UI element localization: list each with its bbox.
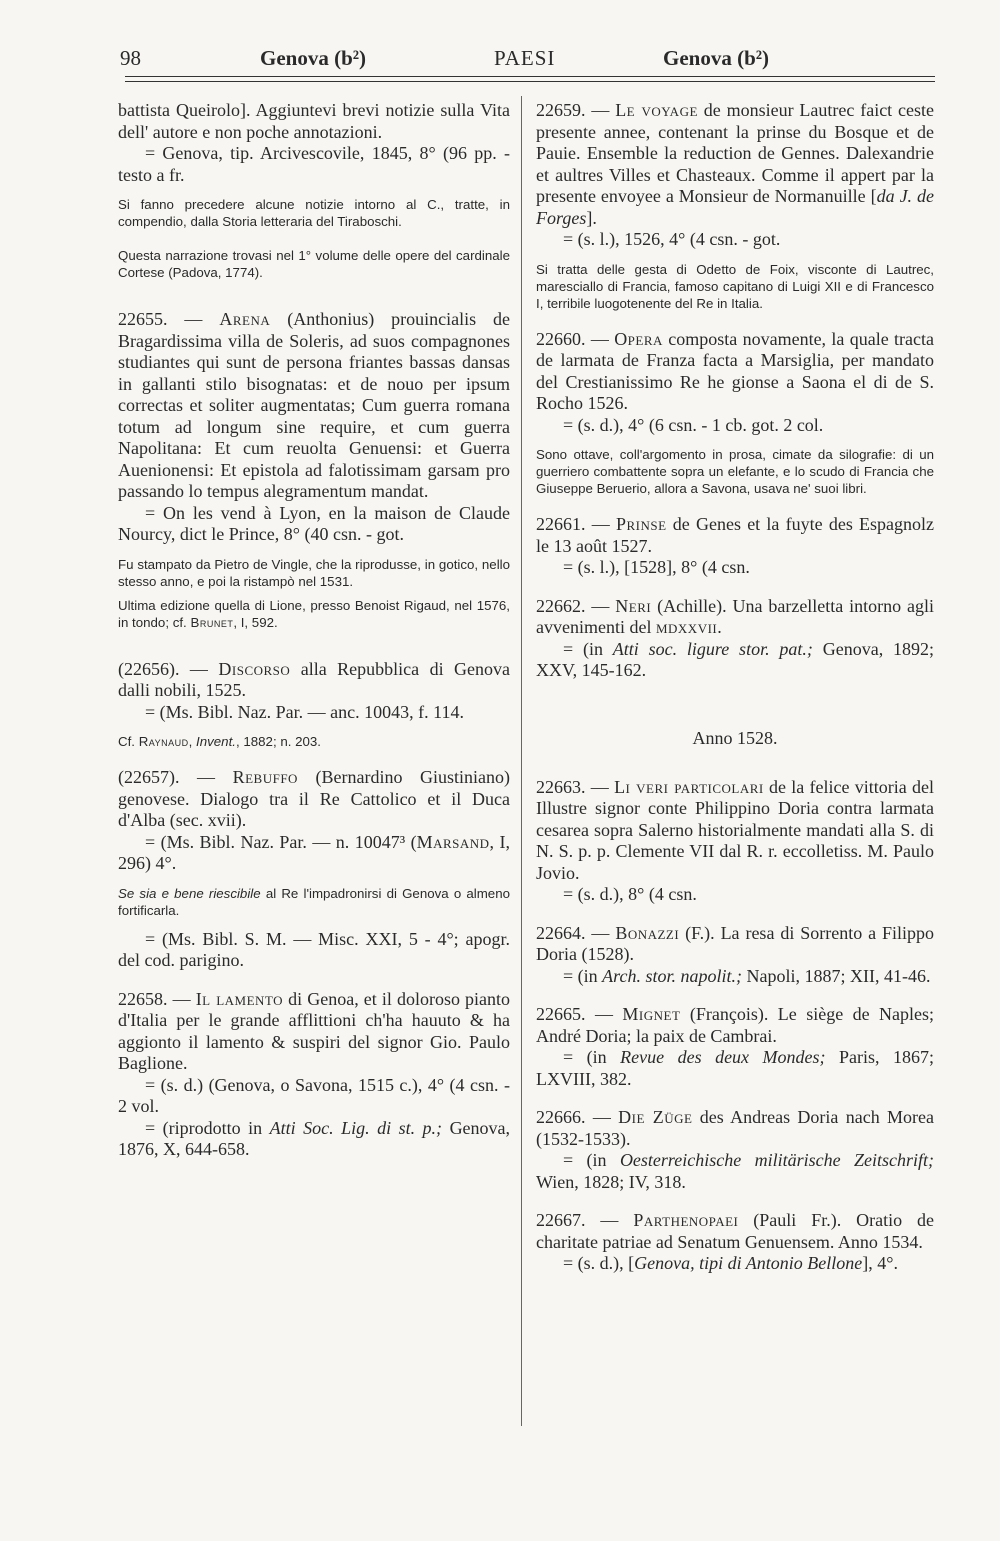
- entry-22663: [536, 777, 934, 906]
- entry-22657: [118, 767, 510, 972]
- entry-22659: [536, 100, 934, 312]
- work-reference: Atti Soc. Lig. di st. p.;: [269, 1117, 443, 1138]
- left-column: [118, 100, 510, 1161]
- entry-number: 22667. —: [536, 1210, 619, 1230]
- entry-note: Cf.: [118, 734, 135, 749]
- entry-imprint: = (in: [563, 965, 598, 986]
- entry-note-italic: Se sia e bene riescibile: [118, 885, 261, 901]
- entry-imprint: = (s. l.), 1526, 4° (4 csn. - got.: [563, 229, 781, 249]
- entry-number: 22666. —: [536, 1107, 611, 1127]
- entry-imprint: = (s. d.) (Genova, o Savona, 1515 c.), 4° (4 csn. - 2 vol.: [118, 1074, 510, 1116]
- work-reference: Oesterreichische militärische Zeitschrift;: [619, 1150, 934, 1170]
- entry-number: 22658. —: [118, 988, 191, 1009]
- entry-number: 22662. —: [536, 595, 610, 616]
- entry-imprint: = (in: [563, 638, 603, 659]
- entry-number: 22665. —: [536, 1004, 613, 1024]
- entry-name: Parthenopaei: [633, 1210, 739, 1230]
- entry-imprint: = (Ms. Bibl. Naz. Par. — anc. 10043, f. 114.: [145, 701, 464, 722]
- entry-22661: [536, 514, 934, 579]
- entry-reproduction-tail: Genova, 1876, X, 644-658.: [118, 1117, 511, 1159]
- entry-title: de Genes et la fuyte des Espagnolz le 13 août 1527.: [536, 514, 935, 556]
- entry-name: Die Züge: [618, 1107, 693, 1127]
- entry-title: (François). Le siège de Naples; André Doria; la paix de Cambrai.: [536, 1004, 935, 1046]
- entry-name: Discorso: [218, 658, 291, 679]
- author-reference: Raynaud: [138, 734, 189, 749]
- entry-number: 22661. —: [536, 514, 610, 534]
- entry-imprint-tail: Napoli, 1887; XII, 41-46.: [746, 965, 931, 986]
- entry-note: Si tratta delle gesta di Odetto de Foix, visconte di Lautrec, maresciallo di Francia, famoso capitano di Luigi XII e di Francesco I, terribile luogotenente del Re in Italia.: [536, 261, 934, 311]
- page-header: [120, 38, 920, 78]
- entry-imprint-tail: ], 4°.: [862, 1253, 898, 1273]
- entry-22666: [536, 1107, 934, 1193]
- entry-imprint: = On les vend à Lyon, en la maison de Claude Nourcy, dict le Prince, 8° (40 csn. - got.: [118, 502, 510, 544]
- entry-note: Questa narrazione trovasi nel 1° volume delle opere del cardinale Cortese (Padova, 1774).: [118, 248, 510, 280]
- entry-title-tail: ].: [586, 207, 597, 228]
- entry-title: des Andreas Doria nach Morea (1532-1533).: [536, 1107, 935, 1149]
- right-column: [536, 100, 934, 1275]
- entry-note: Sono ottave, coll'argomento in prosa, cimate da silografie: di un guerriero combattente sopra un elefante, e lo scudo di Francia che Giuseppe Beruerio, allora a Savona, usava ne' suoi libri.: [536, 447, 934, 496]
- entry-imprint: = (s. d.), 8° (4 csn.: [563, 884, 697, 904]
- entry-22662: [536, 596, 934, 682]
- entry-number: 22663. —: [536, 776, 609, 797]
- entry-number: 22660. —: [536, 328, 609, 349]
- entry-imprint-tail: Paris, 1867; LXVIII, 382.: [536, 1047, 935, 1089]
- roman-date: mdxxvii: [655, 617, 718, 637]
- entry-name: Il lamento: [195, 988, 284, 1009]
- entry-name: Li veri particolari: [614, 776, 764, 797]
- header-rule-double: [125, 81, 935, 82]
- work-reference: Revue des deux Mondes;: [620, 1047, 826, 1067]
- entry-note: Ultima edizione quella di Lione, presso Benoist Rigaud, nel 1576, in tondo; cf.: [118, 597, 510, 630]
- entry-note: Fu stampato da Pietro de Vingle, che la riprodusse, in gotico, nello stesso anno, e poi la ristampò nel 1531.: [118, 556, 510, 589]
- running-title-right: Genova (b²): [663, 46, 770, 70]
- entry-name: Neri: [615, 595, 652, 616]
- entry-name: Rebuffo: [232, 767, 298, 787]
- section-title: PAESI: [494, 46, 556, 70]
- page-number: 98: [120, 46, 141, 70]
- entry-22665: [536, 1004, 934, 1090]
- entry-name: Prinse: [615, 514, 667, 534]
- continued-entry-text: battista Queirolo]. Aggiuntevi brevi notizie sulla Vita dell' autore e non poche annotazioni.: [118, 100, 510, 142]
- entry-title: (Anthonius) prouincialis de Bragardissima villa de Soleris, ad suos compagnones studiantes qui sunt de persona friantes bassas dansas in gallanti stilo bisognatas: et de nouo per ipsum correctas et soliter augmentatas; Cum guerra romana totum ad longum sine require, et cum guerra Napolitana: Et cum reuolta Genuensi: et Guerra Auenionensi: Et epistola ad falotissimam garsam pro passando lo tempus alegramentum mandat.: [118, 309, 511, 501]
- entry-title: (Pauli Fr.). Oratio de charitate patriae ad Senatum Genuensem. Anno 1534.: [536, 1210, 935, 1252]
- header-rule: [125, 76, 935, 77]
- entry-imprint: = (s. d.), [: [563, 1253, 635, 1273]
- work-reference: Arch. stor. napolit.;: [602, 965, 742, 986]
- work-reference: Invent.: [196, 734, 236, 749]
- year-heading: Anno 1528.: [692, 727, 778, 748]
- entry-title-italic: da J. de Forges: [536, 186, 934, 228]
- entry-22667: [536, 1210, 934, 1275]
- entry-note: al Re l'impadronirsi di Genova o almeno fortificarla.: [118, 885, 510, 918]
- entry-imprint: = Genova, tip. Arcivescovile, 1845, 8° (96 pp. - testo a fr.: [118, 143, 510, 185]
- entry-title: alla Repubblica di Genova dalli nobili, 1525.: [118, 658, 511, 700]
- entry-title: de la felice vittoria del Illustre signor conte Philippino Doria contra larmata cesarea sopra Salerno historialmente mandati alla S. di N. S. p. p. Clemente VII dal R. r. eccolletiss. M. Paulo Jovio.: [536, 776, 935, 883]
- entry-22656: (22656). — Discorso alla Repubblica di Genova dalli nobili, 1525. = (Ms. Bibl. Naz. Par. — anc. 10043, f. 114. Cf. Raynaud, Invent., 1882; n. 203.: [118, 658, 511, 749]
- entry-number: 22664. —: [536, 922, 610, 943]
- entry-imprint: = (Ms. Bibl. S. M. — Misc. XXI, 5 - 4°; apogr. del cod. parigino.: [118, 928, 510, 970]
- entry-name: Bonazzi: [615, 922, 680, 943]
- entry-note: Si fanno precedere alcune notizie intorno al C., tratte, in compendio, dalla Storia letteraria del Tiraboschi.: [118, 197, 510, 229]
- entry-imprint: = (in: [563, 1047, 607, 1067]
- entry-number: (22656). —: [118, 658, 208, 679]
- work-reference: Atti soc. ligure stor. pat.;: [612, 638, 813, 659]
- entry-22655: [118, 309, 510, 631]
- entry-title: de monsieur Lautrec faict ceste presente annee, contenant la prinse du Bosque et de Pauie. Ensemble la reduction de Gennes. Dalexandrie et aultres Villes et Chasteaux. Comme il appert par la presente envoyee a Monsieur de Normanuille [: [536, 100, 934, 206]
- entry-name: Mignet: [622, 1004, 681, 1024]
- entry-name: Le voyage: [615, 100, 698, 120]
- entry-number: 22655. —: [118, 309, 203, 329]
- column-divider: [521, 96, 522, 1426]
- author-reference: Marsand: [416, 831, 490, 852]
- author-reference: Brunet: [190, 614, 234, 630]
- publisher-reference: Genova, tipi di Antonio Bellone: [634, 1253, 863, 1273]
- running-title-left: Genova (b²): [260, 46, 367, 70]
- entry-22660: [536, 329, 934, 498]
- entry-reproduction: = (riprodotto in: [145, 1117, 263, 1138]
- entry-imprint-tail: Wien, 1828; IV, 318.: [536, 1171, 686, 1192]
- entry-name: Arena: [219, 309, 271, 329]
- entry-22664: [536, 923, 934, 988]
- entry-name: Opera: [614, 328, 663, 349]
- entry-note-tail: , I, 592.: [233, 614, 278, 630]
- entry-title: di Genoa, et il doloroso pianto d'Italia per le grande afflittioni ch'ha hauuto & ha aggionto il lamento & suspiri del signor Gio. Paulo Baglione.: [118, 988, 511, 1073]
- entry-title: (Bernardino Giustiniano) genovese. Dialogo tra il Re Cattolico et il Duca d'Alba (sec. xvii).: [118, 767, 510, 830]
- entry-22658: [118, 989, 510, 1161]
- entry-number: 22659. —: [536, 100, 610, 120]
- entry-number: (22657). —: [118, 767, 216, 787]
- entry-title: (Achille). Una barzelletta intorno agli avvenimenti del: [536, 595, 935, 637]
- entry-imprint: = (s. l.), [1528], 8° (4 csn.: [563, 557, 750, 577]
- entry-note-tail: , 1882; n. 203.: [235, 734, 321, 749]
- entry-imprint-tail: Genova, 1892; XXV, 145-162.: [536, 638, 935, 680]
- entry-imprint: = (in: [563, 1150, 607, 1170]
- entry-title-tail: .: [717, 617, 722, 637]
- entry-imprint-tail: , I, 296) 4°.: [118, 831, 510, 873]
- entry-imprint: = (Ms. Bibl. Naz. Par. — n. 10047³ (: [145, 831, 417, 852]
- entry-imprint: = (s. d.), 4° (6 csn. - 1 cb. got. 2 col.: [563, 414, 824, 435]
- entry-title: (F.). La resa di Sorrento a Filippo Doria (1528).: [536, 922, 935, 964]
- entry-title: composta novamente, la quale tracta de larmata de Franza facta a Marsiglia, per mandato del Crestianissimo Re he gionse a Saona el di de S. Rocho 1526.: [536, 328, 935, 413]
